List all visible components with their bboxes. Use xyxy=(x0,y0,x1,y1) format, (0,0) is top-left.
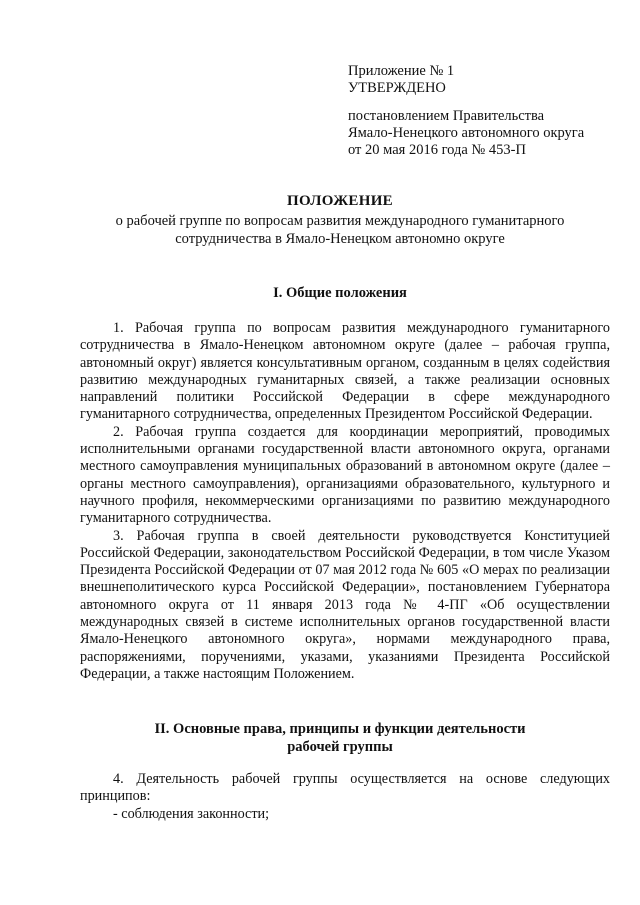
approval-line-date: от 20 мая 2016 года № 453-П xyxy=(348,142,526,158)
list-item: - соблюдения законности; xyxy=(113,805,270,822)
approved-stamp: УТВЕРЖДЕНО xyxy=(348,80,446,96)
paragraph-1: 1. Рабочая группа по вопросам развития международного гуманитарного сотрудничества в Ямало-Ненецком автономном округе (далее – рабочая группа, автономный округ) является консультативным органом, созданным в целях содействия развитию международных гуманитарных связей, а также реализации основных направлений политики Российской Федерации в сфере международного гуманитарного сотрудничества, определенных Президентом Российской Федерации. xyxy=(80,320,610,423)
document-title: ПОЛОЖЕНИЕ xyxy=(287,193,393,209)
document-subtitle xyxy=(80,212,600,248)
appendix-number: Приложение № 1 xyxy=(348,63,455,79)
section-1-heading: I. Общие положения xyxy=(273,285,407,301)
paragraph-2: 2. Рабочая группа создается для координации мероприятий, проводимых исполнительными органами государственной власти автономного округа, органами местного самоуправления муниципальных образований в автономном округе (далее – органы местного самоуправления), организациями образовательного, культурного и научного профиля, некоммерческими организациями по развитию международного гуманитарного сотрудничества. xyxy=(80,423,610,527)
section-1-body xyxy=(80,320,610,683)
paragraph-3: 3. Рабочая группа в своей деятельности руководствуется Конституцией Российской Федерации, законодательством Российской Федерации, в том числе Указом Президента Российской Федерации от 07 мая 2012 года № 605 «О мерах по реализации внешнеполитического курса Российской Федерации», постановлением Губернатора автономного округа от 11 января 2013 года № 4-ПГ «Об осуществлении международных связей в системе исполнительных органов государственной власти Ямало-Ненецкого автономного округа», нормами международного права, распоряжениями, поручениями, указами, указаниями Президента Российской Федерации, а также настоящим Положением. xyxy=(80,527,610,682)
subtitle-line: сотрудничества в Ямало-Ненецком автономно округе xyxy=(175,231,505,247)
subtitle-line: о рабочей группе по вопросам развития международного гуманитарного xyxy=(115,213,565,229)
approval-line-decree: постановлением Правительства xyxy=(348,108,545,124)
approval-line-region: Ямало-Ненецкого автономного округа xyxy=(348,125,585,141)
section-2-body xyxy=(80,771,610,823)
paragraph-4: 4. Деятельность рабочей группы осуществляется на основе следующих принципов: xyxy=(80,771,610,805)
section-2-heading xyxy=(80,720,600,756)
approval-block xyxy=(348,63,618,159)
section-2-heading-line: II. Основные права, принципы и функции деятельности xyxy=(154,721,526,737)
section-2-heading-line: рабочей группы xyxy=(287,739,393,755)
